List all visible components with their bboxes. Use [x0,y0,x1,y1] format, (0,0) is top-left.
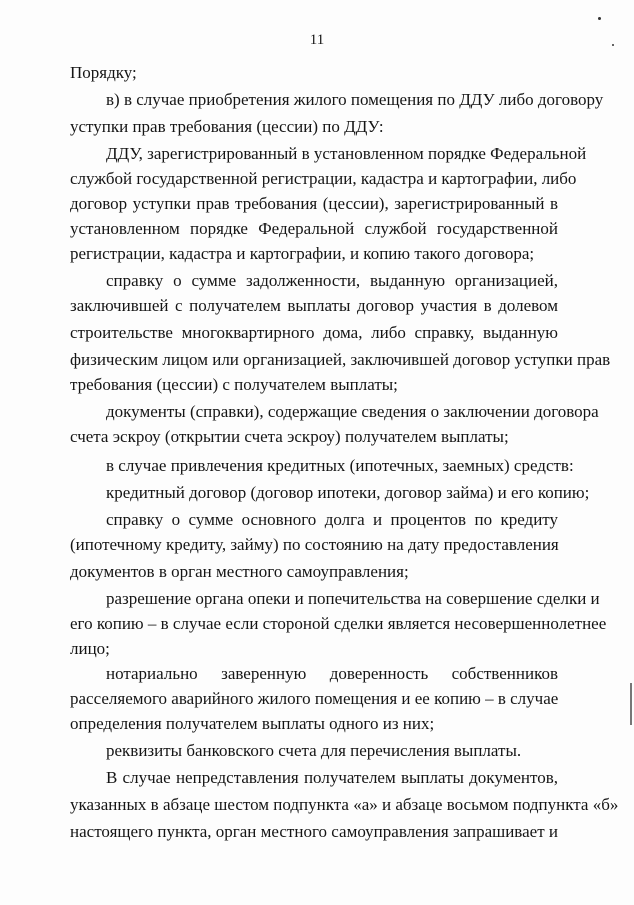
page-number: 11 [309,32,325,48]
text-line: расселяемого аварийного жилого помещения и ее копию – в случае [70,689,559,708]
text-line: физическим лицом или организацией, заключившей договор уступки прав [70,350,611,369]
text-line: ДДУ, зарегистрированный в установленном порядке Федеральной [106,144,587,163]
text-line: нотариально заверенную доверенность собственников [106,664,558,683]
text-line: справку о сумме задолженности, выданную организацией, [106,271,558,290]
text-line: справку о сумме основного долга и процентов по кредиту [106,510,558,529]
text-line: договор уступки прав требования (цессии), зарегистрированный в [70,194,558,213]
text-line: службой государственной регистрации, кадастра и картографии, либо [70,169,577,188]
text-line: уступки прав требования (цессии) по ДДУ: [70,117,384,136]
text-line: документы (справки), содержащие сведения о заключении договора [106,402,599,421]
text-line: в случае привлечения кредитных (ипотечных, заемных) средств: [106,456,574,475]
text-line: в) в случае приобретения жилого помещения по ДДУ либо договору [106,90,604,109]
scan-speck [598,17,601,20]
text-line: счета эскроу (открытии счета эскроу) получателем выплаты; [70,427,509,446]
text-line: реквизиты банковского счета для перечисления выплаты. [106,741,522,760]
text-line: документов в орган местного самоуправления; [70,562,409,581]
text-line: (ипотечному кредиту, займу) по состоянию на дату предоставления [70,535,559,554]
text-line: заключившей с получателем выплаты договор участия в долевом [70,296,558,315]
text-line: кредитный договор (договор ипотеки, договор займа) и его копию; [106,483,590,502]
text-line: настоящего пункта, орган местного самоуправления запрашивает и [70,822,558,841]
text-line: регистрации, кадастра и картографии, и копию такого договора; [70,244,535,263]
text-line: разрешение органа опеки и попечительства на совершение сделки и [106,589,600,608]
text-line: В случае непредставления получателем выплаты документов, [106,768,558,787]
text-line: его копию – в случае если стороной сделки является несовершеннолетнее [70,614,607,633]
scan-speck [612,44,614,46]
text-line: указанных в абзаце шестом подпункта «а» и абзаце восьмом подпункта «б» [70,795,619,814]
text-line: требования (цессии) с получателем выплаты; [70,375,398,394]
text-line: определения получателем выплаты одного из них; [70,714,435,733]
scan-edge-mark [630,683,632,725]
text-line: лицо; [70,639,110,658]
text-line: строительстве многоквартирного дома, либо справку, выданную [70,323,558,342]
text-line: Порядку; [70,63,137,82]
text-line: установленном порядке Федеральной службой государственной [70,219,558,238]
